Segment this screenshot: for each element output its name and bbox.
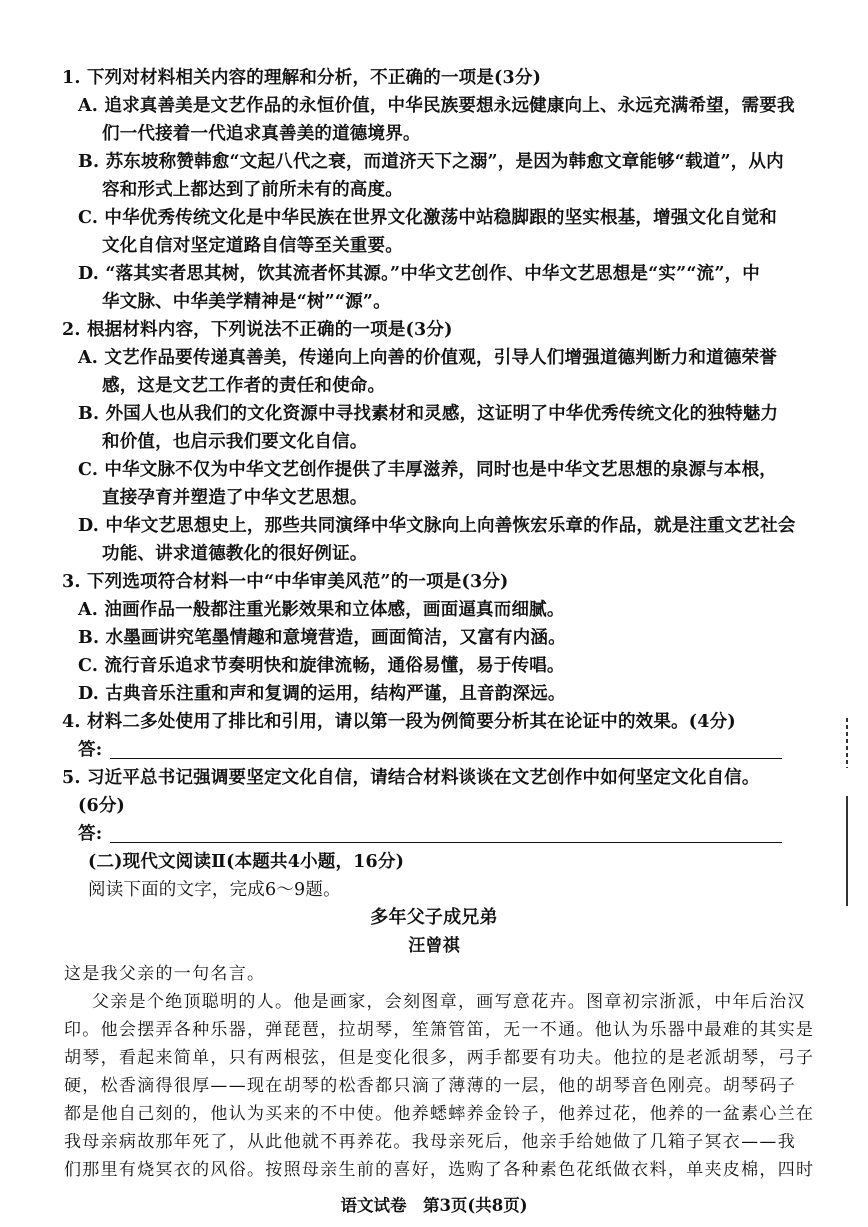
passage-line: 父亲是个绝顶聪明的人。他是画家，会刻图章，画写意花卉。图章初宗浙派，中年后治汉 xyxy=(92,992,806,1012)
passage-line: 胡琴，看起来简单，只有两根弦，但是变化很多，两手都要有功夫。他拉的是老派胡琴，弓子 xyxy=(64,1048,815,1068)
passage-line: 我母亲病故那年死了，从此他就不再养花。我母亲死后，他亲手给她做了几箱子冥衣——我 xyxy=(64,1132,796,1152)
question-2-option-a: A. 文艺作品要传递真善美，传递向上向善的价值观，引导人们增强道德判断力和道德荣誉 xyxy=(78,348,777,368)
question-2-option-b-cont: 和价值，也启示我们要文化自信。 xyxy=(102,432,368,452)
question-5-stem-cont: (6分) xyxy=(78,796,126,816)
answer-rule xyxy=(110,758,782,759)
passage-line: 印。他会摆弄各种乐器，弹琵琶，拉胡琴，笙箫管笛，无一不通。他认为乐器中最难的其实是 xyxy=(64,1020,815,1040)
section-heading: (二)现代文阅读Ⅱ(本题共4小题，16分) xyxy=(88,852,405,872)
question-2-option-b: B. 外国人也从我们的文化资源中寻找素材和灵感，这证明了中华优秀传统文化的独特魅力 xyxy=(78,404,779,424)
question-2-option-a-cont: 感，这是文艺工作者的责任和使命。 xyxy=(102,376,386,396)
question-1-option-b: B. 苏东坡称赞韩愈“文起八代之衰，而道济天下之溺”，是因为韩愈文章能够“载道”，从内 xyxy=(78,152,784,172)
question-1-stem: 1. 下列对材料相关内容的理解和分析，不正确的一项是(3分) xyxy=(62,68,542,88)
question-2-option-d: D. 中华文艺思想史上，那些共同演绎中华文脉向上向善恢宏乐章的作品，就是注重文艺社会 xyxy=(78,516,796,536)
passage-line: 都是他自己刻的，他认为买来的不中使。他养蟋蟀养金铃子，他养过花，他养的一盆素心兰在 xyxy=(64,1104,815,1124)
passage-title: 多年父子成兄弟 xyxy=(370,907,498,928)
question-5-answer-line[interactable] xyxy=(0,822,868,846)
question-4-answer-line[interactable] xyxy=(0,738,868,762)
passage-line: 们那里有烧冥衣的风俗。按照母亲生前的喜好，选购了各种素色花纸做衣料，单夹皮棉，四时 xyxy=(64,1160,815,1180)
question-3-option-d: D. 古典音乐注重和声和复调的运用，结构严谨，且音韵深远。 xyxy=(78,684,566,704)
question-1-option-b-cont: 容和形式上都达到了前所未有的高度。 xyxy=(102,180,403,200)
margin-mark xyxy=(846,718,848,768)
question-4-stem: 4. 材料二多处使用了排比和引用，请以第一段为例简要分析其在论证中的效果。(4分) xyxy=(62,712,736,732)
answer-label: 答: xyxy=(78,740,103,760)
question-1-option-a-cont: 们一代接着一代追求真善美的道德境界。 xyxy=(102,124,421,144)
section-instruction: 阅读下面的文字，完成6～9题。 xyxy=(88,880,341,900)
passage-author: 汪曾祺 xyxy=(408,936,460,956)
question-1-option-d-cont: 华文脉、中华美学精神是“树”“源”。 xyxy=(102,292,391,312)
question-3-stem: 3. 下列选项符合材料一中“中华审美风范”的一项是(3分) xyxy=(62,572,509,592)
question-2-stem: 2. 根据材料内容，下列说法不正确的一项是(3分) xyxy=(62,320,453,340)
question-1-option-a: A. 追求真善美是文艺作品的永恒价值，中华民族要想永远健康向上、永远充满希望，需要我 xyxy=(78,96,795,116)
passage-line: 这是我父亲的一句名言。 xyxy=(64,964,266,984)
answer-label: 答: xyxy=(78,824,103,844)
question-3-option-c: C. 流行音乐追求节奏明快和旋律流畅，通俗易懂，易于传唱。 xyxy=(78,656,565,676)
passage-line: 硬，松香滴得很厚——现在胡琴的松香都只滴了薄薄的一层，他的胡琴音色刚亮。胡琴码子 xyxy=(64,1076,796,1096)
margin-mark xyxy=(846,796,848,906)
question-3-option-a: A. 油画作品一般都注重光影效果和立体感，画面逼真而细腻。 xyxy=(78,600,565,620)
question-5-stem: 5. 习近平总书记强调要坚定文化自信，请结合材料谈谈在文艺创作中如何坚定文化自信。 xyxy=(62,768,760,788)
question-3-option-b: B. 水墨画讲究笔墨情趣和意境营造，画面简洁，又富有内涵。 xyxy=(78,628,566,648)
question-2-option-d-cont: 功能、讲求道德教化的很好例证。 xyxy=(102,544,368,564)
question-2-option-c-cont: 直接孕育并塑造了中华文艺思想。 xyxy=(102,488,368,508)
question-1-option-c: C. 中华优秀传统文化是中华民族在世界文化激荡中站稳脚跟的坚实根基，增强文化自觉和 xyxy=(78,208,778,228)
answer-rule xyxy=(110,842,782,843)
question-1-option-d: D. “落其实者思其树，饮其流者怀其源。”中华文艺创作、中华文艺思想是“实”“流”，中 xyxy=(78,264,760,284)
page-footer: 语文试卷 第3页(共8页) xyxy=(340,1196,528,1215)
question-1-option-c-cont: 文化自信对坚定道路自信等至关重要。 xyxy=(102,236,403,256)
question-2-option-c: C. 中华文脉不仅为中华文艺创作提供了丰厚滋养，同时也是中华文艺思想的泉源与本根， xyxy=(78,460,778,480)
